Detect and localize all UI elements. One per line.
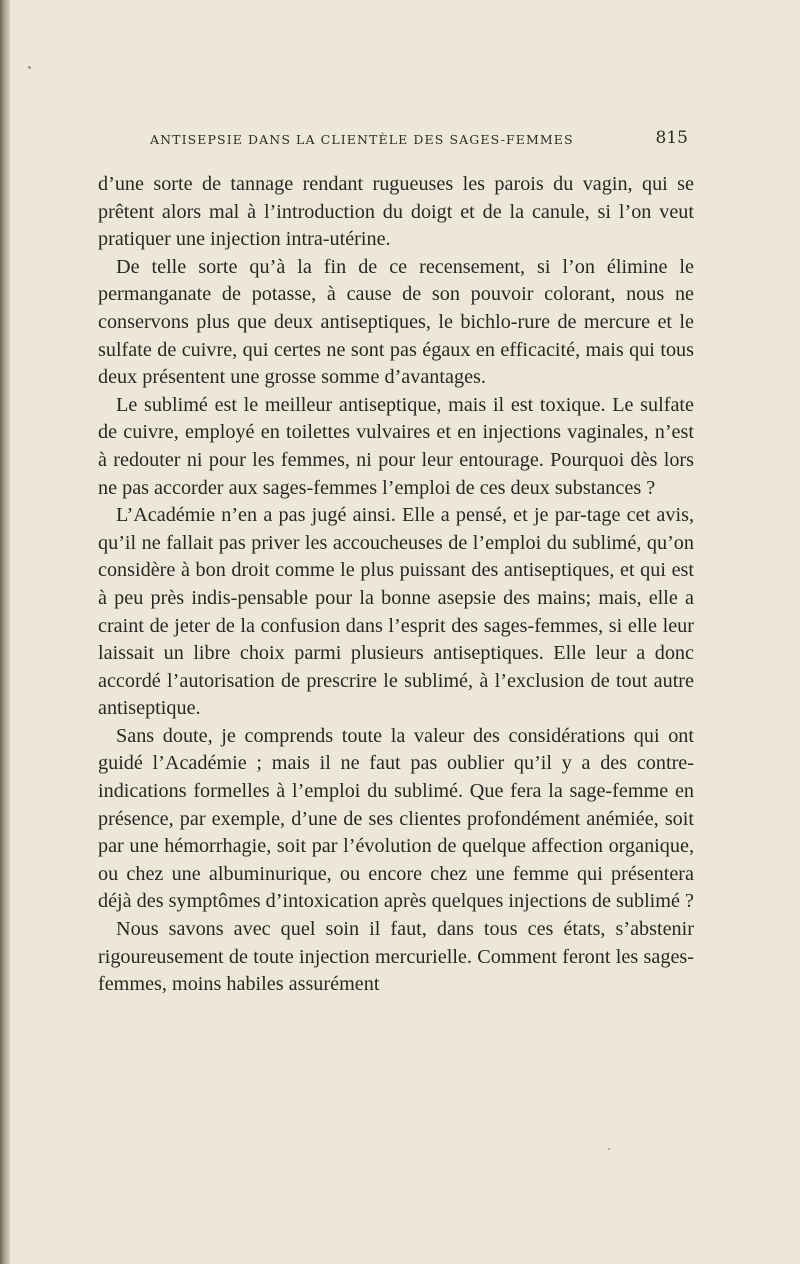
page-number: 815 [655,128,688,148]
book-page [10,0,800,1264]
paragraph: Nous savons avec quel soin il faut, dans tous ces états, s’abstenir rigoureusement de toute injection mercurielle. Comment feront les sages-femmes, moins habiles assurément [98,918,694,996]
body-text [98,171,694,999]
paragraph: De telle sorte qu’à la fin de ce recensement, si l’on élimine le permanganate de potasse, à cause de son pouvoir colorant, nous ne conservons plus que deux antiseptiques, le bichlo-rure de mercure et le sulfate de cuivre, qui certes ne sont pas égaux en efficacité, mais qui tous deux présentent une grosse somme d’avantages. [98,255,694,389]
paragraph-continuation: d’une sorte de tannage rendant rugueuses les parois du vagin, qui se prêtent alors mal à l’introduction du doigt et de la canule, si l’on veut pratiquer une injection intra-utérine. [98,173,694,251]
paragraph: Le sublimé est le meilleur antiseptique, mais il est toxique. Le sulfate de cuivre, employé en toilettes vulvaires et en injections vaginales, n’est à redouter ni pour les femmes, ni pour leur entourage. Pourquoi dès lors ne pas accorder aux sages-femmes l’emploi de ces deux substances ? [98,393,694,499]
running-head: ANTISEPSIE DANS LA CLIENTÈLE DES SAGES-FEMMES [150,132,574,147]
paper-speck [608,1148,610,1150]
paper-speck [28,66,31,69]
paragraph: L’Académie n’en a pas jugé ainsi. Elle a pensé, et je par-tage cet avis, qu’il ne fallait pas priver les accoucheuses de l’emploi du sublimé, qu’on considère à bon droit comme le plus puissant des antiseptiques, et qui est à peu près indis-pensable pour la bonne asepsie des mains; mais, elle a craint de jeter de la confusion dans l’esprit des sages-femmes, si elle leur laissait un libre choix parmi plusieurs antiseptiques. Elle leur a donc accordé l’autorisation de prescrire le sublimé, à l’exclusion de tout autre antiseptique. [98,504,694,720]
page-binding-edge [0,0,10,1264]
paragraph: Sans doute, je comprends toute la valeur des considérations qui ont guidé l’Académie ; mais il ne faut pas oublier qu’il y a des contre-indications formelles à l’emploi du sublimé. Que fera la sage-femme en présence, par exemple, d’une de ses clientes profondément anémiée, soit par une hémorrhagie, soit par l’évolution de quelque affection organique, ou chez une albuminurique, ou encore chez une femme qui présentera déjà des symptômes d’intoxication après quelques injections de sublimé ? [98,724,694,913]
